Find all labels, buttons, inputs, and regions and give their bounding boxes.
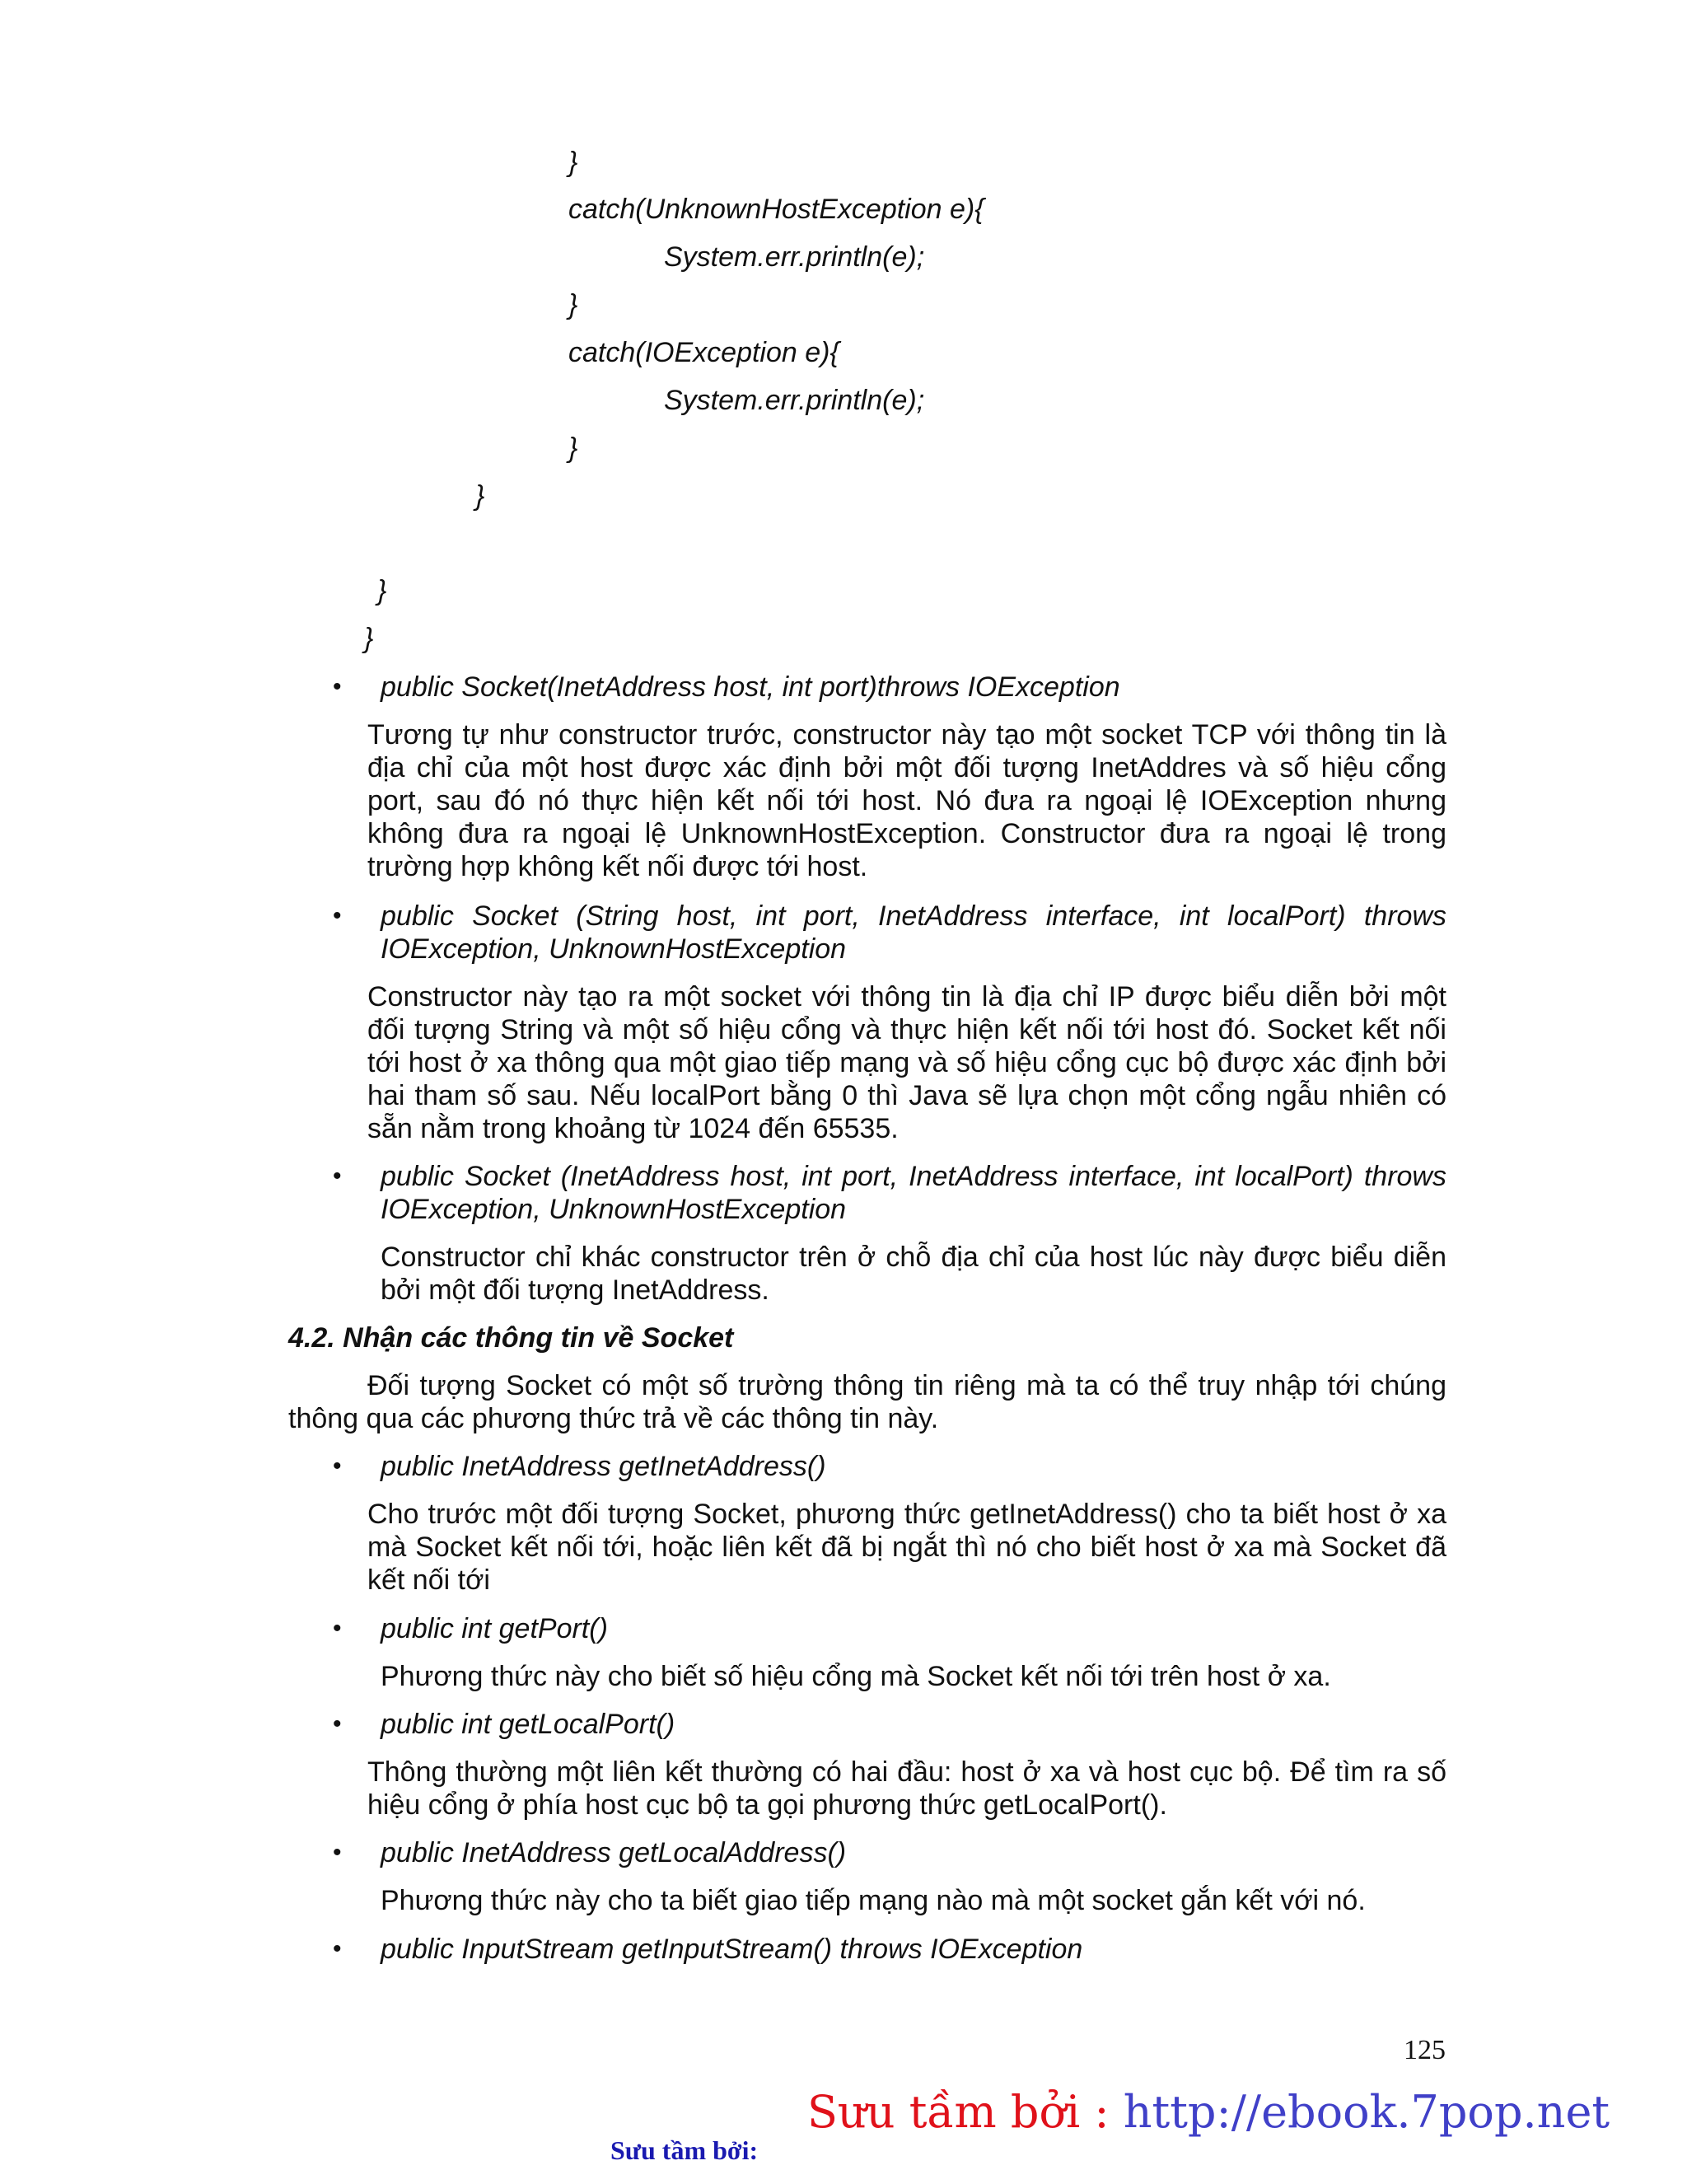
text-line: port, sau đó nó thực hiện kết nối tới host. Nó đưa ra ngoại lệ IOException nhưng <box>367 785 1446 816</box>
method-signature <box>381 900 1446 966</box>
description-line: Phương thức này cho ta biết giao tiếp mạng nào mà một socket gắn kết với nó. <box>381 1885 1366 1916</box>
method-signature: public Socket(InetAddress host, int port)throws IOException <box>381 671 1120 703</box>
bullet-dot: • <box>333 902 342 929</box>
text-line: kết nối tới <box>367 1564 490 1596</box>
code-line: catch(IOException e){ <box>568 337 839 368</box>
text-line: IOException, UnknownHostException <box>381 1194 847 1225</box>
description-paragraph <box>367 1756 1446 1822</box>
text-line: không đưa ra ngoại lệ UnknownHostException. Constructor đưa ra ngoại lệ trong <box>367 818 1446 849</box>
footer-watermark <box>807 2086 1610 2138</box>
text-line: public Socket (InetAddress host, int port, InetAddress interface, int localPort) throws <box>381 1161 1446 1192</box>
watermark-url: http://ebook.7pop.net <box>1123 2086 1610 2138</box>
method-signature: public InetAddress getInetAddress() <box>381 1451 826 1482</box>
description-paragraph <box>367 718 1446 883</box>
description-line: Phương thức này cho biết số hiệu cổng mà Socket kết nối tới trên host ở xa. <box>381 1661 1331 1692</box>
text-line: sẵn nằm trong khoảng từ 1024 đến 65535. <box>367 1113 899 1144</box>
bullet-dot: • <box>333 673 342 700</box>
text-line: trường hợp không kết nối được tới host. <box>367 851 868 882</box>
description-paragraph <box>367 1498 1446 1597</box>
code-line: System.err.println(e); <box>664 385 925 416</box>
intro-paragraph <box>288 1369 1446 1435</box>
text-line: Tương tự như constructor trước, constructor này tạo một socket TCP với thông tin là <box>367 719 1446 751</box>
code-line: catch(UnknownHostException e){ <box>568 194 984 225</box>
text-line: mà Socket kết nối tới, hoặc liên kết đã bị ngắt thì nó cho biết host ở xa mà Socket đã <box>367 1532 1446 1563</box>
bullet-dot: • <box>333 1615 342 1642</box>
text-line: đối tượng String và một số hiệu cổng và thực hiện kết nối tới host đó. Socket kết nối <box>367 1014 1446 1045</box>
code-line: } <box>568 433 578 464</box>
text-line: Thông thường một liên kết thường có hai đầu: host ở xa và host cục bộ. Để tìm ra số <box>367 1756 1446 1788</box>
text-line: thông qua các phương thức trả về các thông tin này. <box>288 1403 939 1434</box>
code-line: } <box>475 480 485 512</box>
text-line: Cho trước một đối tượng Socket, phương thức getInetAddress() cho ta biết host ở xa <box>367 1499 1446 1530</box>
description-paragraph <box>381 1241 1446 1307</box>
text-line: hai tham số sau. Nếu localPort bằng 0 thì Java sẽ lựa chọn một cổng ngẫu nhiên có <box>367 1080 1446 1111</box>
footer-credit: Sưu tầm bởi: <box>610 2135 759 2165</box>
text-line: public Socket (String host, int port, InetAddress interface, int localPort) throws <box>381 900 1446 932</box>
bullet-dot: • <box>333 1162 342 1190</box>
bullet-dot: • <box>333 1935 342 1962</box>
method-signature: public InetAddress getLocalAddress() <box>381 1837 847 1868</box>
description-paragraph <box>367 980 1446 1145</box>
text-line: Constructor chỉ khác constructor trên ở chỗ địa chỉ của host lúc này được biểu diễn <box>381 1242 1446 1273</box>
page-number: 125 <box>1404 2035 1446 2065</box>
text-line: Constructor này tạo ra một socket với thông tin là địa chỉ IP được biểu diễn bởi một <box>367 981 1446 1012</box>
method-signature: public int getLocalPort() <box>381 1709 675 1740</box>
code-line: } <box>568 289 578 320</box>
text-line: hiệu cổng ở phía host cục bộ ta gọi phương thức getLocalPort(). <box>367 1789 1167 1821</box>
text-line: Đối tượng Socket có một số trường thông tin riêng mà ta có thể truy nhập tới chúng <box>367 1370 1446 1401</box>
text-line: bởi một đối tượng InetAddress. <box>381 1274 769 1306</box>
text-line: tới host ở xa thông qua một giao tiếp mạng và số hiệu cổng cục bộ được xác định bởi <box>367 1047 1446 1078</box>
method-signature: public InputStream getInputStream() throws IOException <box>381 1934 1083 1965</box>
bullet-dot: • <box>333 1452 342 1480</box>
method-signature <box>381 1160 1446 1226</box>
bullet-dot: • <box>333 1839 342 1866</box>
watermark-prefix: Sưu tầm bởi : <box>807 2086 1124 2138</box>
code-line: System.err.println(e); <box>664 241 925 273</box>
text-line: IOException, UnknownHostException <box>381 933 847 965</box>
bullet-dot: • <box>333 1710 342 1737</box>
section-heading: 4.2. Nhận các thông tin về Socket <box>288 1322 734 1354</box>
code-line: } <box>568 147 578 178</box>
code-line: } <box>364 623 374 654</box>
method-signature: public int getPort() <box>381 1613 608 1644</box>
code-line: } <box>377 575 387 606</box>
text-line: địa chỉ của một host được xác định bởi một đối tượng InetAddres và số hiệu cổng <box>367 752 1446 783</box>
